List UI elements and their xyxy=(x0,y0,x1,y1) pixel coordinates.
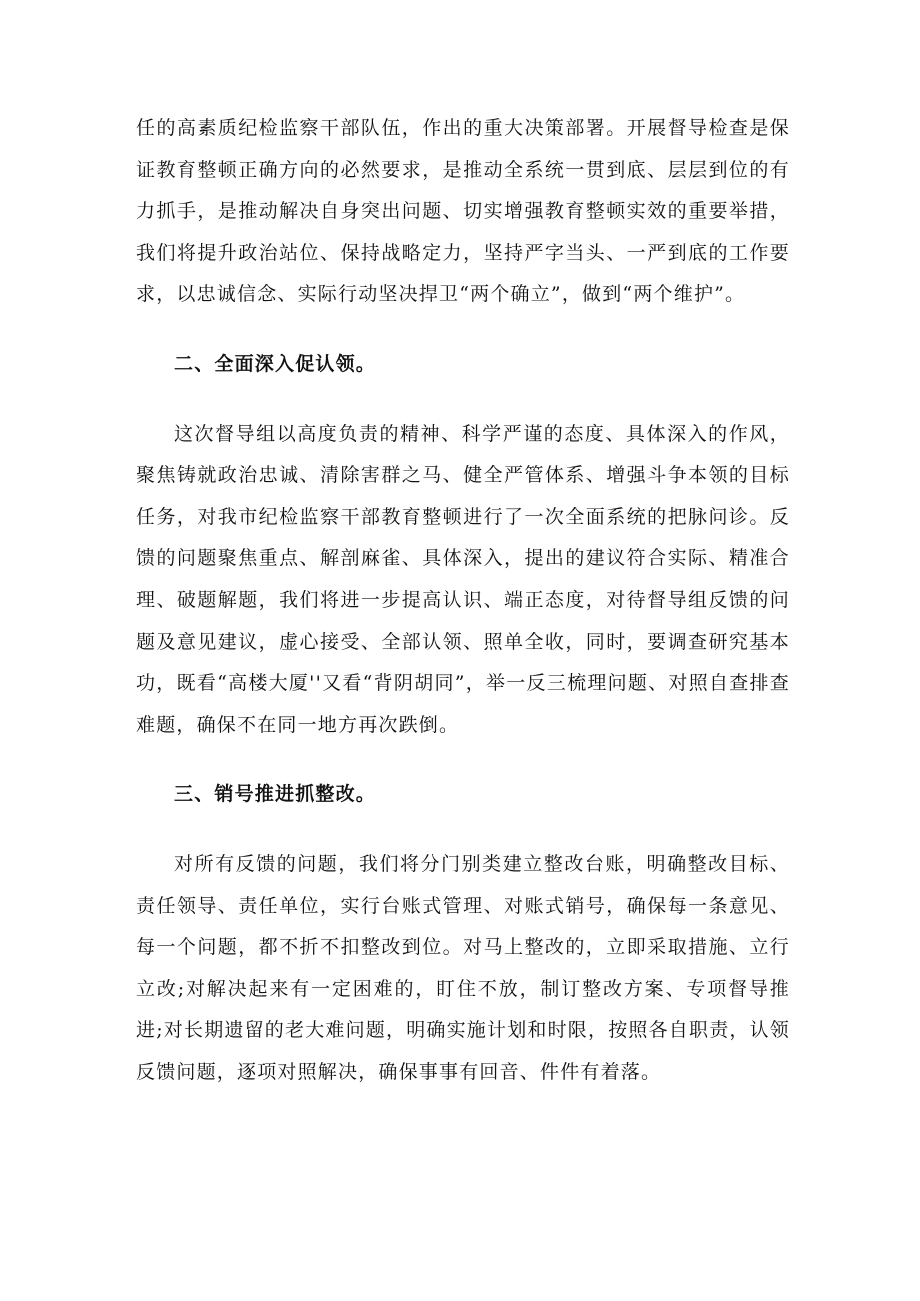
section-heading-3: 三、销号推进抓整改。 xyxy=(174,783,377,806)
paragraph-continuation: 任的高素质纪检监察干部队伍，作出的重大决策部署。开展督导检查是保证教育整顿正确方向的必然要求，是推动全系统一贯到底、层层到位的有力抓手，是推动解决自身突出问题、切实增强教育整顿实效的重要举措，我们将提升政治站位、保持战略定力，坚持严字当头、一严到底的工作要求，以忠诚信念、实际行动坚决捍卫“两个确立”，做到“两个维护”。 xyxy=(136,117,790,306)
paragraph-section-3: 对所有反馈的问题，我们将分门别类建立整改台账，明确整改目标、责任领导、责任单位，实行台账式管理、对账式销号，确保每一条意见、每一个问题，都不折不扣整改到位。对马上整改的，立即采取措施、立行立改;对解决起来有一定困难的，盯住不放，制订整改方案、专项督导推进;对长期遗留的老大难问题，明确实施计划和时限，按照各自职责，认领反馈问题，逐项对照解决，确保事事有回音、件件有着落。 xyxy=(136,852,791,1083)
section-heading-2: 二、全面深入促认领。 xyxy=(174,352,377,375)
paragraph-gap xyxy=(136,316,790,344)
document-body xyxy=(136,108,790,1093)
paragraph-section-2: 这次督导组以高度负责的精神、科学严谨的态度、具体深入的作风，聚焦铸就政治忠诚、清除害群之马、健全严管体系、增强斗争本领的目标任务，对我市纪检监察干部教育整顿进行了一次全面系统的把脉问诊。反馈的问题聚焦重点、解剖麻雀、具体深入，提出的建议符合实际、精准合理、破题解题，我们将进一步提高认识、端正态度，对待督导组反馈的问题及意见建议，虚心接受、全部认领、照单全收，同时，要调查研究基本功，既看“高楼大厦''又看“背阴胡同”，举一反三梳理问题、对照自查排查难题，确保不在同一地方再次跌倒。 xyxy=(136,422,790,736)
paragraph-gap xyxy=(136,746,790,774)
paragraph-gap xyxy=(136,816,790,844)
paragraph-gap xyxy=(136,386,790,414)
